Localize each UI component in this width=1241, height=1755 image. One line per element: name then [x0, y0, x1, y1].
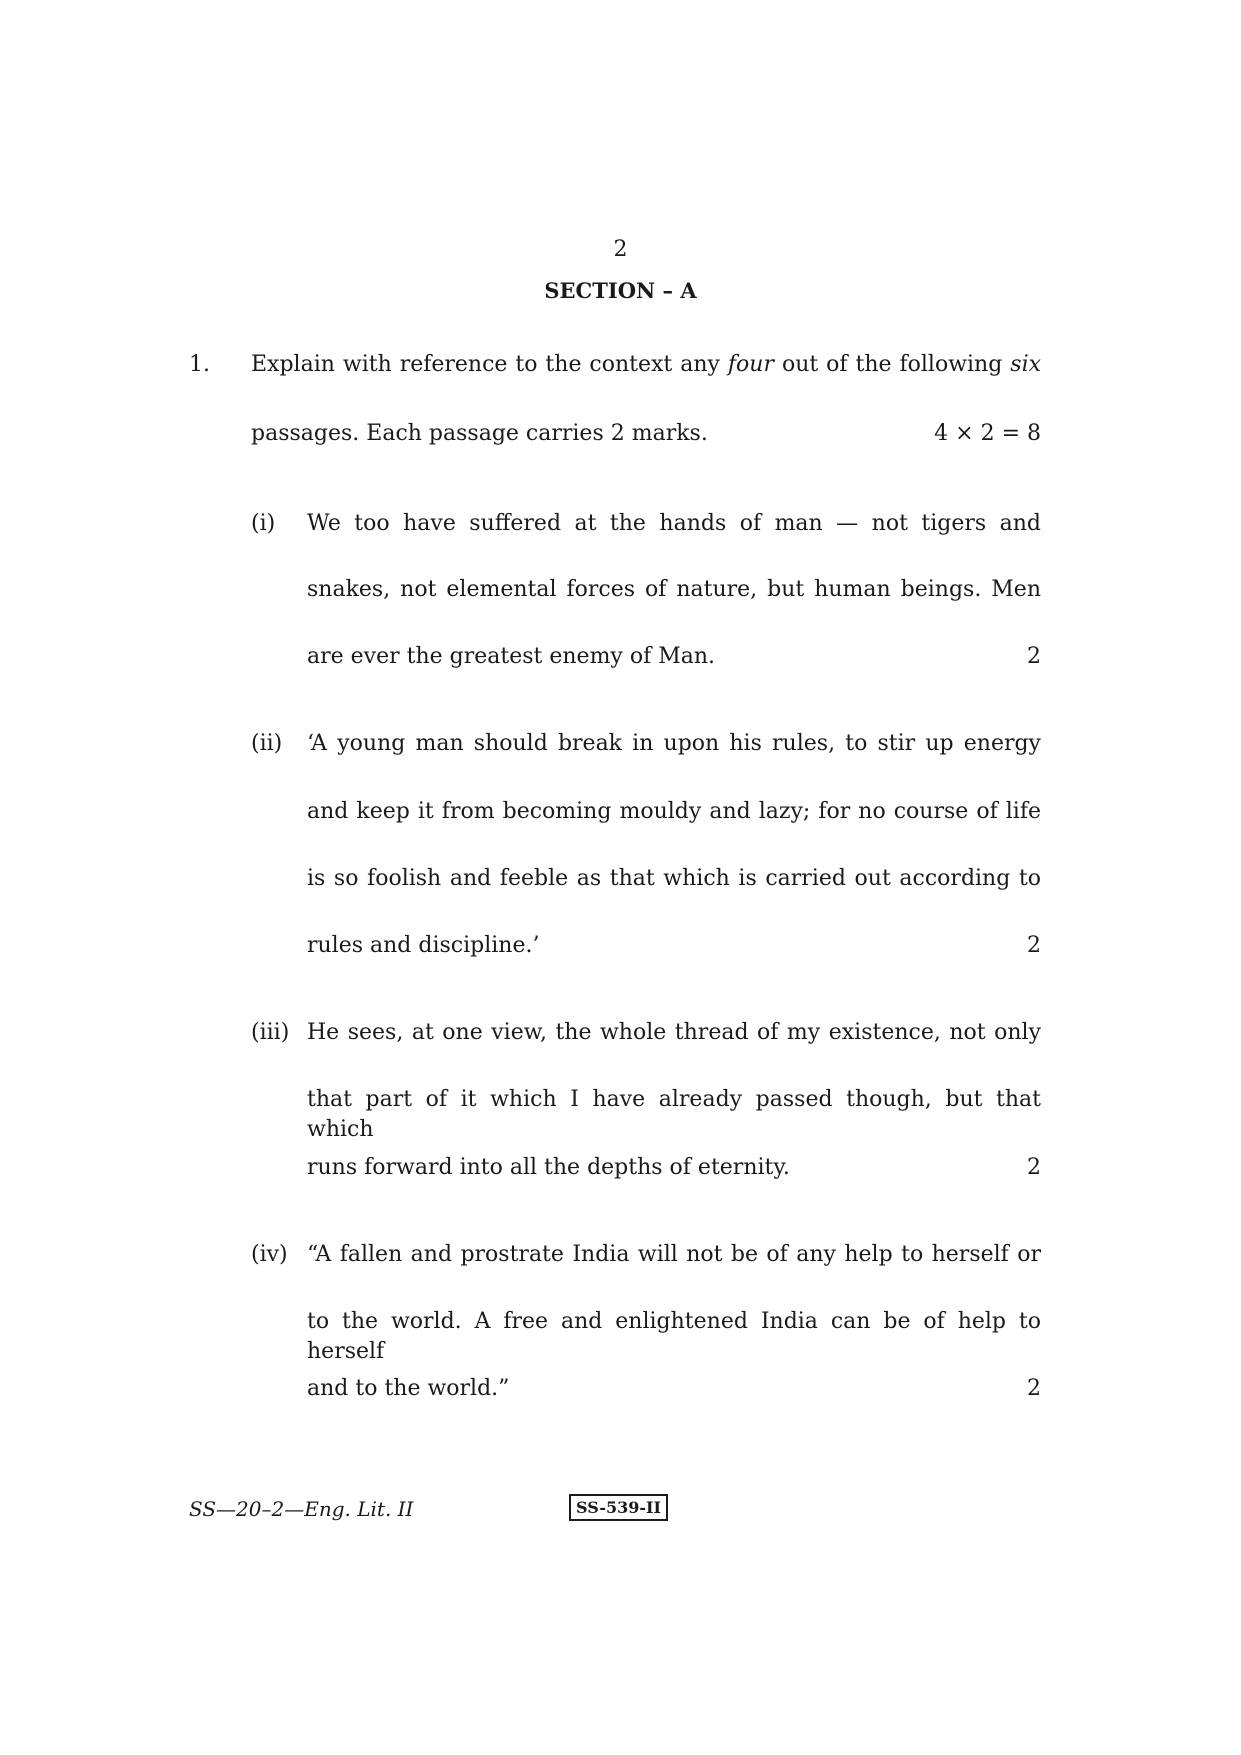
passage-line: to the world. A free and enlightened India can be of help to herself	[307, 1309, 1041, 1364]
footer-paper-code: SS—20–2—Eng. Lit. II	[189, 1497, 414, 1521]
footer-series-code: SS-539-II	[569, 1494, 668, 1521]
passage-line: runs forward into all the depths of eternity.	[307, 1155, 790, 1180]
question-marks: 4 × 2 = 8	[934, 421, 1041, 446]
page-number: 2	[613, 237, 628, 262]
passage-line: are ever the greatest enemy of Man.	[307, 644, 716, 669]
question-number: 1.	[189, 352, 210, 377]
passage-marks: 2	[1027, 1376, 1041, 1401]
passage-line: is so foolish and feeble as that which is carried out according to	[307, 866, 1041, 891]
passage-line: We too have suffered at the hands of man — not tigers and	[307, 511, 1041, 536]
passage-marks: 2	[1027, 1155, 1041, 1180]
passage-marks: 2	[1027, 644, 1041, 669]
passage-line: snakes, not elemental forces of nature, but human beings. Men	[307, 577, 1041, 602]
question-line-1: Explain with reference to the context any four out of the following six	[251, 352, 1042, 377]
passage-line: that part of it which I have already passed though, but that which	[307, 1087, 1041, 1142]
passage-line: “A fallen and prostrate India will not be of any help to herself or	[307, 1242, 1041, 1267]
passage-line: rules and discipline.’	[307, 933, 540, 958]
passage-line: ‘A young man should break in upon his rules, to stir up energy	[307, 731, 1041, 756]
question-line-2: passages. Each passage carries 2 marks.	[251, 421, 708, 446]
passage-label: (ii)	[251, 731, 283, 756]
passage-line: and keep it from becoming mouldy and lazy; for no course of life	[307, 799, 1041, 824]
passage-line: and to the world.”	[307, 1376, 510, 1401]
section-title: SECTION – A	[544, 278, 697, 303]
passage-label: (iv)	[251, 1242, 288, 1267]
passage-label: (i)	[251, 511, 276, 536]
passage-line: He sees, at one view, the whole thread of my existence, not only	[307, 1020, 1041, 1045]
passage-marks: 2	[1027, 933, 1041, 958]
passage-label: (iii)	[251, 1020, 290, 1045]
